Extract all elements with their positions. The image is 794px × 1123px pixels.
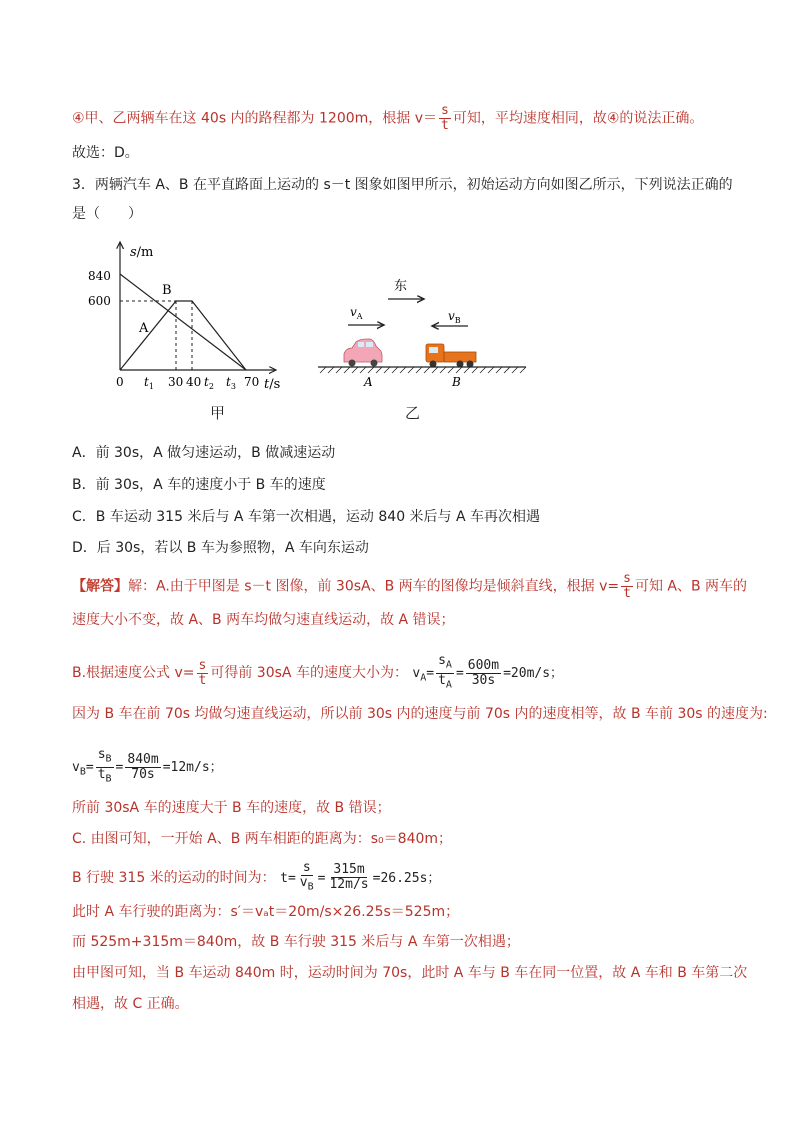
vb-equation [72,748,223,786]
symbol: v [72,760,80,776]
symbol: s [438,653,446,668]
solution-line-7: C. 由图可知，一开始 A、B 两车相距的距离为：s₀＝840m； [72,831,453,847]
curve-label-a: A [139,321,149,336]
text: ④甲、乙两辆车在这 40s 内的路程都为 1200m，根据 v＝ [72,110,438,127]
option-a: A．前 30s，A 做匀速运动，B 做减速运动 [72,445,336,461]
result: =26.25s； [372,870,441,886]
fraction-s-vb [298,861,316,895]
x-tick-t2: $t_2$ [204,375,214,391]
numerator: 315m [333,862,365,878]
y-tick-840: 840 [88,269,111,283]
option-b: B．前 30s，A 车的速度小于 B 车的速度 [72,477,326,493]
subscript: A [445,659,452,671]
symbol: t= [280,870,296,886]
solution-line-6: 所前 30sA 车的速度大于 B 车的速度，故 B 错误； [72,800,391,816]
fraction-315-12 [327,863,370,892]
denominator [436,674,454,693]
y-axis-label: s/m [130,245,154,260]
subscript: B [105,753,112,765]
scene-caption: 乙 [405,404,421,422]
symbol: v [299,875,308,890]
road-hatching [320,367,526,373]
fraction-sa-ta [436,654,454,692]
va-label: $v_A$ [350,305,363,321]
solution-line-1 [72,572,747,601]
fraction-840-70 [125,753,160,782]
truck-b-icon [426,344,476,368]
symbol: t [438,672,446,688]
text: 可得前 30sA 车的速度大小为： [210,665,408,682]
text: 可知 A、B 两车的 [634,578,748,595]
option-c: C．B 车运动 315 米后与 A 车第一次相遇，运动 840 米后与 A 车再次相遇 [72,509,541,525]
fraction-600-30 [466,659,501,688]
subscript: B [79,766,86,778]
va-equation [412,653,564,691]
denominator [298,876,316,895]
position-label-a: A [364,375,373,389]
numerator: s [198,657,207,673]
numerator [96,748,114,768]
curve-label-b: B [162,283,172,298]
speed-formula-fraction [621,572,633,601]
vb-label: $v_B$ [448,309,461,325]
equals: = [455,666,464,682]
solution-tag: 【解答】 [72,578,128,595]
graph-caption: 甲 [210,404,226,422]
solution-line-9: 此时 A 车行驶的距离为：s′＝vₐt＝20m/s×26.25s＝525m； [72,904,460,920]
fraction-sb-tb [96,748,114,786]
subscript: A [420,672,427,684]
equals: = [115,760,124,776]
numerator: 840m [127,751,159,767]
equals: = [85,760,94,776]
time-equation [280,860,441,893]
denominator: 30s [471,672,496,688]
solution-line-8 [72,861,440,895]
text: 可知，平均速度相同，故④的说法正确。 [452,110,704,127]
position-label-b: B [452,375,461,389]
equals: = [317,870,326,886]
symbol: s [97,747,106,762]
symbol: v [412,666,421,682]
denominator: 70s [131,766,155,782]
text: B.根据速度公式 v= [72,665,195,682]
road-scene [314,276,534,389]
numerator: s [302,860,311,875]
subscript: B [105,773,112,785]
numerator [436,654,454,674]
prev-solution-line [72,104,703,133]
x-tick-30: 30 [168,375,184,389]
solution-line-12: 相遇，故 C 正确。 [72,996,189,1012]
question-stem-2: 是（ ） [72,206,142,222]
denominator [96,768,114,787]
solution-line-11: 由甲图可知，当 B 车运动 840m 时，运动时间为 70s，此时 A 车与 B 车在同一位置，故 A 车和 B 车第二次 [72,965,748,981]
denominator: t [623,586,631,601]
numerator: 600m [467,657,500,673]
st-graph [88,236,298,402]
text: 解：A.由于甲图是 s－t 图像，前 30sA、B 两车的图像均是倾斜直线，根据 v= [128,578,620,595]
solution-line-3 [72,654,563,692]
text: B 行驶 315 米的运动的时间为： [72,869,276,886]
speed-formula-fraction [197,659,209,688]
result: =20m/s； [503,666,564,682]
x-axis-label: t/s [264,377,281,392]
x-tick-40: 40 [186,375,202,389]
subscript: A [445,679,452,691]
east-label: 东 [394,279,408,294]
denominator: t [441,118,449,133]
x-tick-0: 0 [116,375,124,389]
option-d: D．后 30s，若以 B 车为参照物，A 车向东运动 [72,540,369,556]
speed-formula-fraction [439,104,451,133]
question-stem-1: 3．两辆汽车 A、B 在平直路面上运动的 s－t 图象如图甲所示，初始运动方向如图乙所示，下列说法正确的 [72,177,733,193]
answer-line: 故选：D。 [72,145,139,161]
y-tick-600: 600 [88,294,111,308]
denominator: t [198,672,207,688]
subscript: B [307,881,314,893]
numerator: s [441,103,449,118]
denominator: 12m/s [329,877,369,893]
result: =12m/s； [162,760,223,776]
car-a-icon [344,339,382,367]
x-tick-70: 70 [244,375,260,389]
numerator: s [623,571,631,586]
x-tick-t3: $t_3$ [226,375,236,391]
equals: = [426,666,435,682]
x-tick-t1: $t_1$ [144,375,154,391]
symbol: t [97,766,106,782]
solution-line-4: 因为 B 车在前 70s 均做匀速直线运动，所以前 30s 内的速度与前 70s 内的速度相等，故 B 车前 30s 的速度为: [72,706,768,722]
solution-line-2: 速度大小不变，故 A、B 两车均做匀速直线运动，故 A 错误； [72,612,455,628]
solution-line-10: 而 525m+315m＝840m，故 B 车行驶 315 米后与 A 车第一次相遇； [72,934,520,950]
